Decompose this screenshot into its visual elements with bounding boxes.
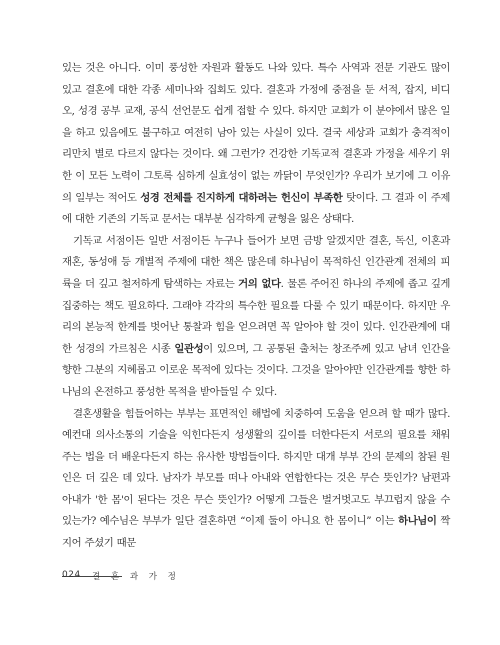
emphasis-run: 거의 없다: [238, 277, 281, 290]
text-run: 이 있으며, 그 공통된 출처는 창조주께 있고 남녀 인간을 향한 그분의 지혜롭고 이로운 목적에 있다는 것이다. 그것을 알아야만 인간관계를 향한 하나님의 온전하고 풍성한 목적을 받아들일 수 있다.: [62, 342, 450, 398]
emphasis-run: 일관성: [174, 342, 204, 355]
emphasis-run: 하나님이: [398, 515, 437, 528]
text-run: 있는 것은 아니다. 이미 풍성한 자원과 활동도 나와 있다. 특수 사역과 전문 기관도 많이 있고 결혼에 대한 각종 세미나와 집회도 있다. 결혼과 가정에 중점을 둔 서적, 잡지, 비디오, 성경 공부 교재, 공식 선언문도 쉽게 접할 수 있다. 하지만 교회가 이 분야에서 많은 일을 하고 있음에도 불구하고 여전히 남아 있는 사실이 있다. 결국 세상과 교회가 충격적이리만치 별로 다르지 않다는 것이다. 왜 그런가? 건강한 기독교적 결혼과 가정을 세우기 위한 이 모든 노력이 그토록 심하게 실효성이 없는 까닭이 무엇인가? 우리가 보기에 그 이유의 일부는 적어도: [62, 62, 450, 204]
page-number: 024: [62, 570, 81, 580]
text-run: 기독교 서점이든 일반 서점이든 누구나 들어가 보면 금방 알겠지만 결혼, 독신, 이혼과 재혼, 동성애 등 개별적 주제에 대한 책은 많은데 하나님이 목적하신 인간관계 전체의 피륙을 더 깊고 철저하게 탐색하는 자료는: [62, 234, 450, 290]
text-run: 탓이다. 그 결과 이 주제에 대한 기존의 기독교 문서는 대부분 심각하게 균형을 잃은 상태다.: [62, 191, 451, 226]
running-head: 결 혼 과 가 정: [92, 572, 177, 582]
emphasis-run: 성경 전체를 진지하게 대하려는 헌신이 부족한: [140, 191, 343, 204]
text-run: . 물론 주어진 하나의 주제에 좁고 깊게 집중하는 책도 필요하다. 그래야 각각의 특수한 필요를 다룰 수 있기 때문이다. 하지만 우리의 본능적 한계를 벗어난 통찰과 힘을 얻으려면 꼭 알아야 할 것이 있다. 인간관계에 대한 성경의 가르침은 시종: [62, 277, 450, 355]
paragraph-3: [62, 404, 450, 555]
text-run: 짝지어 주셨기 때문: [62, 515, 450, 550]
text-run: 결혼생활을 힘들어하는 부부는 표면적인 해법에 치중하여 도움을 얻으려 할 때가 많다. 예컨대 의사소통의 기술을 익힌다든지 성생활의 깊이를 더한다든지 서로의 필요를 채워 주는 법을 더 배운다든지 하는 유사한 방법들이다. 하지만 대개 부부 간의 문제의 참된 원인은 더 깊은 데 있다. 남자가 부모를 떠나 아내와 연합한다는 것은 무슨 뜻인가? 남편과 아내가 '한 몸'이 된다는 것은 무슨 뜻인가? 어떻게 그들은 벌거벗고도 부끄럽지 않을 수 있는가? 예수님은 부부가 일단 결혼하면 “이제 둘이 아니요 한 몸이니” 이는: [62, 407, 450, 528]
paragraph-2: [62, 231, 450, 404]
page-body: [62, 58, 450, 555]
paragraph-1: [62, 58, 450, 231]
